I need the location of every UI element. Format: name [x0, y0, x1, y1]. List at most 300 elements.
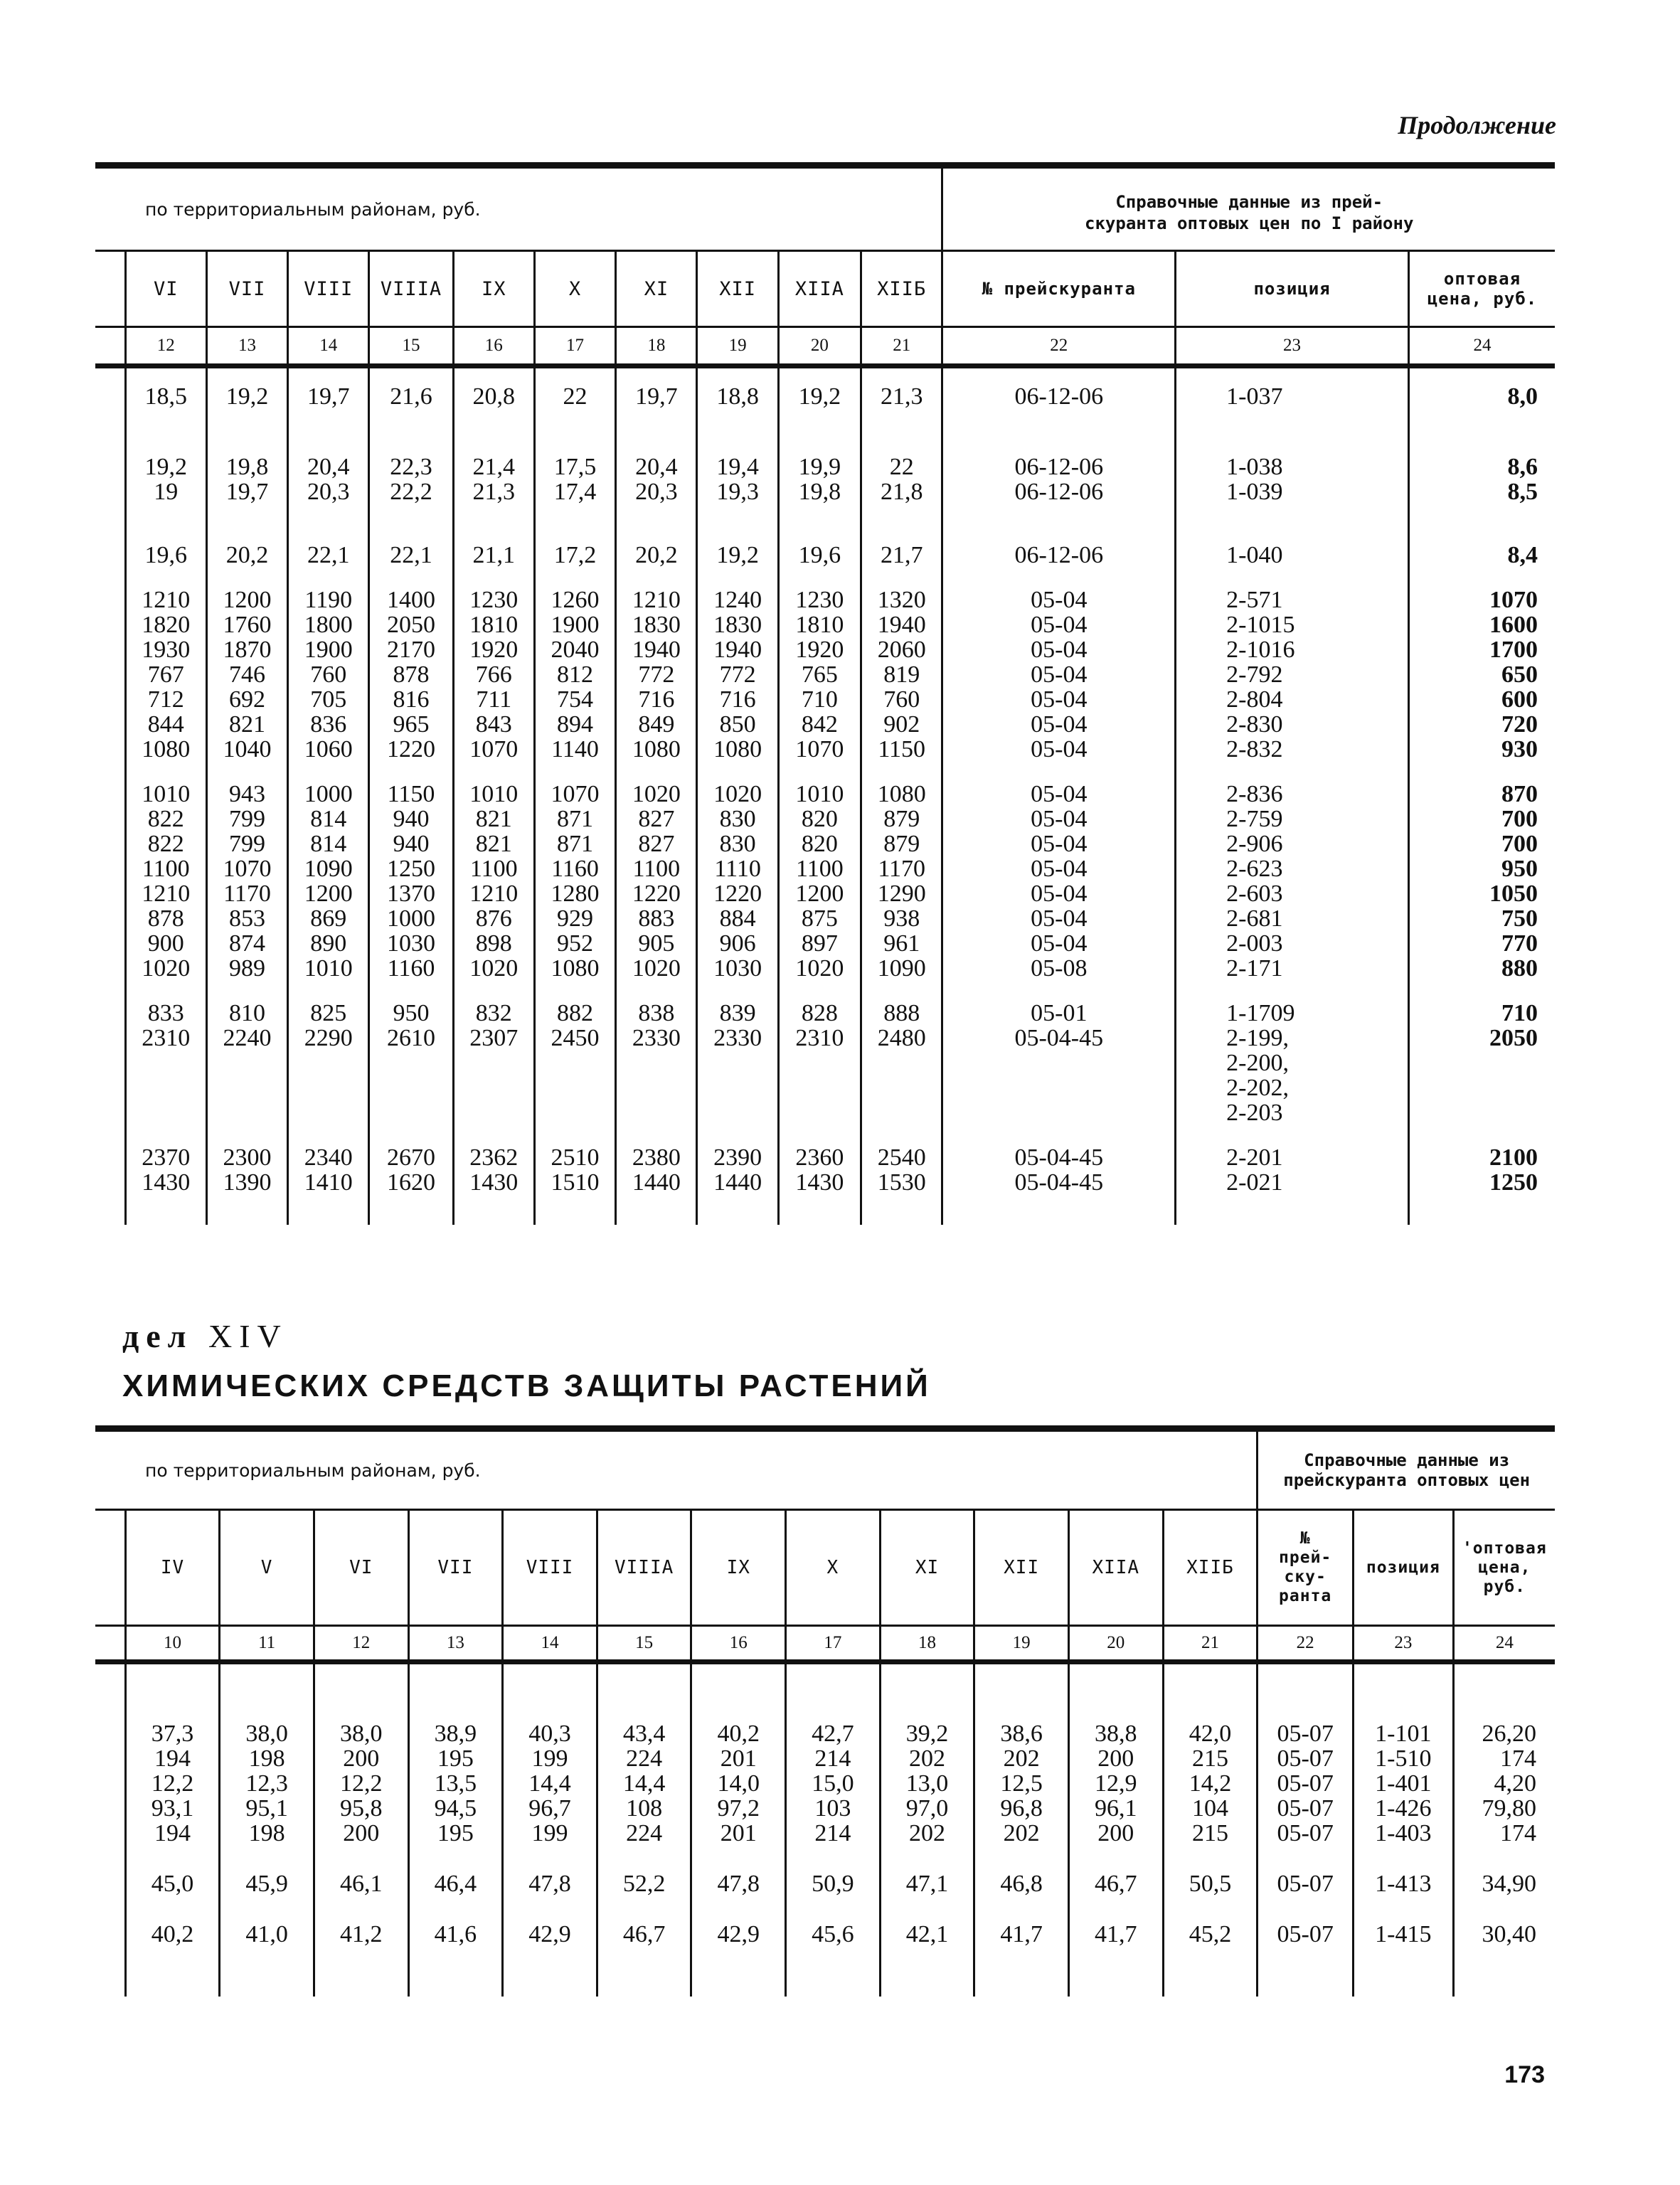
price-value: 760	[310, 661, 347, 688]
price-cell	[697, 504, 778, 568]
position-code: 2-830	[1226, 711, 1283, 738]
price-cell	[616, 504, 697, 568]
price-cell	[1453, 1662, 1555, 1846]
price-value: 46,7	[1095, 1871, 1137, 1897]
price-cell	[616, 366, 697, 410]
price-value: 1430	[469, 1169, 519, 1196]
pricelist-number: 05-04-45	[1014, 1169, 1104, 1196]
price-value: 821	[475, 831, 512, 857]
price-cell	[206, 366, 287, 410]
price-value: 842	[801, 711, 838, 738]
pricelist-number: 05-04	[1031, 661, 1088, 688]
price-value: 14,4	[622, 1770, 666, 1797]
price-value: 93,1	[151, 1795, 194, 1822]
price-value: 705	[310, 686, 347, 713]
price-value: 961	[883, 930, 920, 957]
price-cell	[1258, 1846, 1354, 1896]
row-margin	[95, 504, 125, 568]
price-value: 890	[310, 930, 347, 957]
position-code: 1-040	[1226, 542, 1283, 568]
column-header: VII	[206, 251, 287, 327]
position-code: 2-202,	[1226, 1075, 1289, 1101]
wholesale-price: 2100	[1489, 1144, 1538, 1171]
price-value: 825	[310, 1000, 347, 1026]
price-value: 1830	[632, 612, 681, 638]
price-value: 38,8	[1095, 1721, 1137, 1747]
price-cell	[369, 504, 453, 568]
price-value: 822	[147, 806, 184, 832]
column-number: 23	[1353, 1626, 1453, 1662]
wholesale-price: 720	[1501, 711, 1538, 738]
price-value: 839	[719, 1000, 756, 1026]
price-cell	[1453, 1846, 1555, 1896]
price-value: 772	[638, 661, 675, 688]
price-value: 1-101	[1375, 1721, 1432, 1747]
price-cell	[1258, 1662, 1354, 1846]
price-value: 2670	[387, 1144, 436, 1171]
price-cell	[220, 1662, 314, 1846]
pricelist-number: 05-01	[1031, 1000, 1088, 1026]
column-header: XI	[880, 1510, 974, 1626]
price-value: 108	[626, 1795, 663, 1822]
price-value: 869	[310, 905, 347, 932]
price-value: 828	[801, 1000, 838, 1026]
pricelist-number-cell	[942, 981, 1176, 1125]
price-value: 202	[1003, 1820, 1040, 1846]
price-value: 1900	[304, 637, 353, 663]
column-header: VIII	[288, 251, 369, 327]
price-value: 938	[883, 905, 920, 932]
column-header: позиция	[1176, 251, 1409, 327]
price-value: 200	[343, 1745, 380, 1772]
position-cell	[1176, 409, 1409, 504]
wholesale-price: 8,6	[1507, 454, 1538, 480]
column-number: 20	[1068, 1626, 1163, 1662]
price-value: 1100	[795, 856, 844, 882]
price-cell	[288, 981, 369, 1125]
price-value: 2330	[713, 1025, 762, 1051]
price-value: 2330	[632, 1025, 681, 1051]
wholesale-price: 1600	[1489, 612, 1538, 638]
price-value: 940	[393, 831, 430, 857]
price-cell	[125, 1846, 220, 1896]
price-value: 1140	[551, 736, 599, 762]
price-cell	[288, 409, 369, 504]
price-value: 940	[393, 806, 430, 832]
price-value: 1220	[713, 881, 762, 907]
position-cell	[1176, 568, 1409, 762]
position-cell	[1176, 762, 1409, 981]
price-value: 46,4	[434, 1871, 477, 1897]
price-value: 19,2	[144, 454, 187, 480]
table-end-cell	[1068, 1947, 1163, 1997]
price-value: 1040	[223, 736, 272, 762]
price-value: 906	[719, 930, 756, 957]
price-value: 1200	[304, 881, 353, 907]
column-header: № прейскуранта	[942, 251, 1176, 327]
position-code: 2-003	[1226, 930, 1283, 957]
section-number	[122, 1317, 288, 1355]
price-cell	[206, 1125, 287, 1195]
price-value: 1220	[632, 881, 681, 907]
price-cell	[1068, 1896, 1163, 1947]
price-cell	[206, 568, 287, 762]
price-cell	[786, 1896, 881, 1947]
price-value: 1000	[387, 905, 436, 932]
price-value: 965	[393, 711, 430, 738]
price-value: 215	[1191, 1820, 1228, 1846]
price-cell	[503, 1662, 597, 1846]
price-cell	[616, 1125, 697, 1195]
column-number: 17	[534, 327, 615, 366]
price-value: 1830	[713, 612, 762, 638]
price-value: 40,3	[528, 1721, 571, 1747]
price-value: 1200	[223, 587, 272, 613]
price-value: 17,5	[553, 454, 597, 480]
price-value: 1-510	[1375, 1745, 1432, 1772]
price-value: 1010	[304, 955, 353, 982]
price-cell	[453, 1125, 534, 1195]
price-value: 1-426	[1375, 1795, 1432, 1822]
column-header: VI	[125, 251, 206, 327]
row-margin	[95, 1896, 125, 1947]
price-cell	[534, 568, 615, 762]
price-cell	[125, 762, 206, 981]
price-value: 1080	[551, 955, 600, 982]
price-value: 879	[883, 831, 920, 857]
price-cell	[453, 504, 534, 568]
price-value: 2360	[795, 1144, 844, 1171]
price-value: 874	[228, 930, 265, 957]
price-value: 41,0	[245, 1921, 288, 1947]
row-margin	[95, 366, 125, 410]
price-value: 767	[147, 661, 184, 688]
price-value: 12,3	[245, 1770, 288, 1797]
price-value: 1010	[469, 781, 519, 807]
price-value: 1-401	[1375, 1770, 1432, 1797]
price-value: 22,1	[390, 542, 432, 568]
price-value: 799	[228, 831, 265, 857]
position-code: 2-1016	[1226, 637, 1295, 663]
price-value: 46,1	[340, 1871, 383, 1897]
price-cell	[778, 409, 861, 504]
price-cell	[778, 366, 861, 410]
price-cell	[369, 1125, 453, 1195]
price-cell	[125, 1662, 220, 1846]
price-value: 1090	[877, 955, 926, 982]
wholesale-price: 950	[1501, 856, 1538, 882]
price-value: 45,2	[1189, 1921, 1232, 1947]
price-cell	[691, 1662, 786, 1846]
price-value: 47,8	[717, 1871, 760, 1897]
price-cell	[616, 762, 697, 981]
price-value: 878	[393, 661, 430, 688]
price-value: 20,2	[225, 542, 269, 568]
price-value: 41,7	[1000, 1921, 1043, 1947]
price-cell	[534, 504, 615, 568]
price-value: 1080	[877, 781, 926, 807]
pricelist-number: 05-08	[1031, 955, 1088, 982]
price-value: 1320	[877, 587, 926, 613]
price-value: 194	[154, 1745, 191, 1772]
price-value: 1510	[551, 1169, 600, 1196]
price-value: 821	[228, 711, 265, 738]
price-cell	[1163, 1662, 1258, 1846]
price-cell	[206, 504, 287, 568]
position-code: 2-200,	[1226, 1050, 1289, 1076]
price-value: 1020	[632, 955, 681, 982]
price-cell	[369, 568, 453, 762]
column-header: XII	[697, 251, 778, 327]
header-reference-data: Справочные данные из прей- скуранта оптовых цен по I району	[942, 166, 1555, 251]
price-table-lower	[95, 1425, 1555, 1997]
price-value: 20,3	[307, 479, 350, 505]
price-cell	[697, 366, 778, 410]
price-value: 952	[557, 930, 594, 957]
price-value: 22,2	[390, 479, 432, 505]
price-cell	[1068, 1846, 1163, 1896]
table-row	[95, 504, 1555, 568]
price-value: 2610	[387, 1025, 436, 1051]
price-cell	[1353, 1896, 1453, 1947]
wholesale-price-cell	[1408, 568, 1555, 762]
price-value: 47,1	[905, 1871, 949, 1897]
section-title: ХИМИЧЕСКИХ СРЕДСТВ ЗАЩИТЫ РАСТЕНИЙ	[122, 1368, 931, 1403]
price-cell	[697, 762, 778, 981]
price-value: 879	[883, 806, 920, 832]
price-value: 1440	[632, 1169, 681, 1196]
price-value: 816	[393, 686, 430, 713]
price-cell	[880, 1846, 974, 1896]
price-value: 849	[638, 711, 675, 738]
price-value: 830	[719, 806, 756, 832]
price-value: 41,6	[434, 1921, 477, 1947]
price-value: 45,0	[151, 1871, 194, 1897]
price-cell	[503, 1896, 597, 1947]
price-cell	[1258, 1896, 1354, 1947]
price-value: 43,4	[622, 1721, 666, 1747]
price-value: 1290	[877, 881, 926, 907]
price-cell	[861, 762, 942, 981]
column-header: XIIБ	[861, 251, 942, 327]
wholesale-price: 1250	[1489, 1169, 1538, 1196]
price-value: 30,40	[1482, 1921, 1536, 1947]
table-row	[95, 981, 1555, 1125]
column-number: 14	[288, 327, 369, 366]
price-cell	[206, 409, 287, 504]
pricelist-number: 05-04	[1031, 781, 1088, 807]
price-value: 883	[638, 905, 675, 932]
price-cell	[974, 1846, 1069, 1896]
price-value: 18,8	[716, 383, 759, 410]
price-value: 46,8	[1000, 1871, 1043, 1897]
price-value: 12,2	[151, 1770, 194, 1797]
table-row	[95, 1662, 1555, 1846]
price-value: 943	[228, 781, 265, 807]
pricelist-number: 05-04-45	[1014, 1144, 1104, 1171]
pricelist-number: 05-04	[1031, 930, 1088, 957]
price-value: 871	[557, 831, 594, 857]
price-cell	[1453, 1896, 1555, 1947]
price-value: 1210	[469, 881, 519, 907]
price-value: 19,8	[798, 479, 841, 505]
header-reference-data-2: Справочные данные из прейскуранта оптовых цен	[1258, 1429, 1555, 1510]
price-value: 819	[883, 661, 920, 688]
price-cell	[288, 366, 369, 410]
column-number: 24	[1453, 1626, 1555, 1662]
pricelist-number-cell	[942, 504, 1176, 568]
table-end-cell	[314, 1947, 408, 1997]
wholesale-price: 1700	[1489, 637, 1538, 663]
price-value: 716	[719, 686, 756, 713]
position-code: 2-203	[1226, 1100, 1283, 1126]
price-value: 878	[147, 905, 184, 932]
pricelist-number: 05-04	[1031, 881, 1088, 907]
position-code: 2-759	[1226, 806, 1283, 832]
price-cell	[778, 504, 861, 568]
price-value: 103	[814, 1795, 851, 1822]
price-value: 21,3	[880, 383, 923, 410]
price-value: 224	[626, 1745, 663, 1772]
column-header: VI	[314, 1510, 408, 1626]
price-cell	[1353, 1846, 1453, 1896]
price-value: 1-413	[1375, 1871, 1432, 1897]
price-value: 2290	[304, 1025, 353, 1051]
price-value: 888	[883, 1000, 920, 1026]
price-value: 13,5	[434, 1770, 477, 1797]
price-value: 766	[475, 661, 512, 688]
price-value: 21,8	[880, 479, 923, 505]
pricelist-number: 05-04	[1031, 637, 1088, 663]
column-number: 16	[691, 1626, 786, 1662]
price-value: 198	[248, 1745, 285, 1772]
price-value: 20,3	[635, 479, 678, 505]
column-number: 16	[453, 327, 534, 366]
price-value: 20,4	[307, 454, 350, 480]
price-value: 814	[310, 806, 347, 832]
price-value: 202	[909, 1745, 945, 1772]
price-value: 1430	[795, 1169, 844, 1196]
price-value: 1220	[387, 736, 436, 762]
price-value: 12,5	[1000, 1770, 1043, 1797]
price-value: 1020	[632, 781, 681, 807]
price-value: 104	[1191, 1795, 1228, 1822]
price-value: 894	[557, 711, 594, 738]
row-margin	[95, 981, 125, 1125]
pricelist-number: 06-12-06	[1014, 479, 1104, 505]
price-value: 96,7	[528, 1795, 571, 1822]
price-value: 19,3	[716, 479, 759, 505]
price-value: 1090	[304, 856, 353, 882]
price-value: 760	[883, 686, 920, 713]
price-value: 844	[147, 711, 184, 738]
price-value: 214	[814, 1745, 851, 1772]
price-value: 1070	[551, 781, 600, 807]
pricelist-number: 05-04	[1031, 831, 1088, 857]
position-code: 2-1015	[1226, 612, 1295, 638]
wholesale-price-cell	[1408, 1125, 1555, 1195]
section-prefix: дел	[122, 1318, 193, 1354]
price-value: 79,80	[1482, 1795, 1536, 1822]
price-cell	[597, 1662, 691, 1846]
price-value: 22	[889, 454, 914, 480]
pricelist-number-cell	[942, 1125, 1176, 1195]
header-territorial-regions: по территориальным районам, руб.	[95, 166, 942, 251]
position-code: 2-171	[1226, 955, 1283, 982]
price-value: 1170	[223, 881, 271, 907]
pricelist-number: 06-12-06	[1014, 542, 1104, 568]
price-value: 1920	[795, 637, 844, 663]
price-cell	[453, 981, 534, 1125]
wholesale-price: 870	[1501, 781, 1538, 807]
position-code: 1-1709	[1226, 1000, 1295, 1026]
table-end-cell	[288, 1195, 369, 1225]
pricelist-number: 05-04	[1031, 587, 1088, 613]
price-cell	[453, 409, 534, 504]
column-number: 22	[942, 327, 1176, 366]
price-cell	[616, 981, 697, 1125]
price-value: 38,9	[434, 1721, 477, 1747]
table-end-cell	[691, 1947, 786, 1997]
row-margin	[95, 1125, 125, 1195]
price-cell	[314, 1896, 408, 1947]
table-end-cell	[95, 1195, 125, 1225]
price-value: 94,5	[434, 1795, 477, 1822]
wholesale-price: 750	[1501, 905, 1538, 932]
price-value: 42,9	[528, 1921, 571, 1947]
price-value: 4,20	[1494, 1770, 1536, 1797]
price-value: 2240	[223, 1025, 272, 1051]
pricelist-number-cell	[942, 409, 1176, 504]
price-value: 42,9	[717, 1921, 760, 1947]
row-margin	[95, 409, 125, 504]
column-header: XIIA	[1068, 1510, 1163, 1626]
price-value: 1210	[632, 587, 681, 613]
price-value: 2050	[387, 612, 436, 638]
price-value: 1620	[387, 1169, 436, 1196]
price-value: 1820	[142, 612, 191, 638]
price-value: 174	[1500, 1745, 1536, 1772]
wholesale-price: 1070	[1489, 587, 1538, 613]
table-end-cell	[1353, 1947, 1453, 1997]
pricelist-number: 05-04	[1031, 905, 1088, 932]
table-end-cell	[206, 1195, 287, 1225]
price-value: 45,9	[245, 1871, 288, 1897]
position-cell	[1176, 981, 1409, 1125]
price-value: 1070	[223, 856, 272, 882]
price-value: 19,8	[225, 454, 269, 480]
column-header: IX	[453, 251, 534, 327]
price-value: 1810	[795, 612, 844, 638]
price-value: 1160	[387, 955, 435, 982]
price-cell	[778, 981, 861, 1125]
position-code: 2-623	[1226, 856, 1283, 882]
price-cell	[125, 568, 206, 762]
pricelist-number-cell	[942, 568, 1176, 762]
price-value: 1410	[304, 1169, 353, 1196]
price-value: 1-415	[1375, 1921, 1432, 1947]
pricelist-number: 05-04	[1031, 711, 1088, 738]
table-end-cell	[778, 1195, 861, 1225]
table-end-cell	[616, 1195, 697, 1225]
price-cell	[697, 568, 778, 762]
price-value: 876	[475, 905, 512, 932]
price-value: 1080	[142, 736, 191, 762]
position-code: 2-603	[1226, 881, 1283, 907]
price-value: 97,2	[717, 1795, 760, 1822]
price-cell	[974, 1896, 1069, 1947]
price-cell	[369, 409, 453, 504]
